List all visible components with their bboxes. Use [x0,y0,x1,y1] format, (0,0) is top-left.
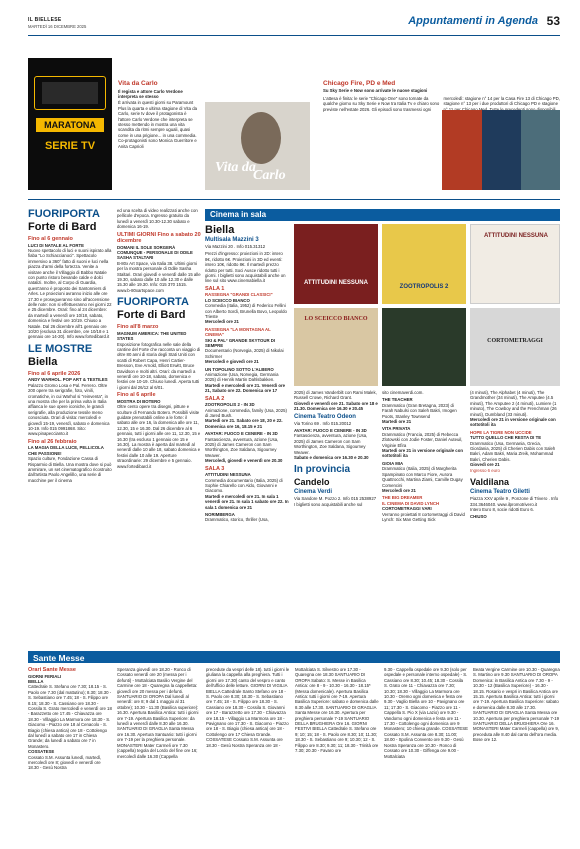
poster-title: CORTOMETRAGGI [487,338,543,344]
event-body: Esposizione fotografica nelle sale della cantine del Forte che racconta un viaggio di oltre 80 anni di storia degli Stati Uniti con scatti di Robert Capa, Henri Cartier-Bresson, Eve Arnold, Elliott Erwitt, Bruce Davidson e molti altri. Orari: da martedì a venerdì ore 10-18, sabato, domenica e festivi ore 10-19. Chiuso lunedì. Aperta tutti i giorni dal 26/12 al 6/01. [117,341,201,390]
rassegna-label: RASSEGNA "GRANDI CLASSICI" [205,292,273,298]
chicago-med-panel [521,110,560,190]
issue-date: MARTEDÌ 16 DICEMBRE 2025 [28,24,87,29]
film-info: Verranno proiettati 8 cortometraggi di David Lynch: Six Man Getting Sick [382,511,465,522]
column-cinema-biella [205,224,289,648]
provincia-city: Candelo [294,477,330,488]
film-time: Mercoledì ore 21 [382,487,416,493]
chicago-subtitle: Su Sky Serie e Now sono arrivate le nuove stagioni [323,87,428,93]
chicago-fire-panel [442,110,482,190]
tv-screen-graphic [42,82,98,104]
film-title: AVATAR: FUOCO E CENERE - IN 3D [205,431,278,437]
film-subtitle-2: CORTOMETRAGGI VARI [382,506,432,512]
poster-title: Vita da [215,160,256,175]
poster-big-dreamer [382,308,466,386]
event-body: Oltre cento opere tra disegni, pitture e sculture di Fernando Botero. Possibili visite guidate prenotabili online a le forte: il sabato alle ore 16, la domenica alle ore 11, 12.30, 15 e 16.30. Dal 26 dicembre al 6 gennaio, tutti i giorni alle ore 11, 12.30, 15 e 16.30 (tra escluso 1 gennaio ore 15 e 16.30). La mostra è aperta dal martedì al venerdì dalle 10 alle 18, sabato domenica e festivi dalle 10 alle 19. Aperture straordinarie: 29 dicembre e 5 gennaio. www.fortedibard.it [117,404,201,469]
film-time: Mercoledì e giovedì ore 21 [205,359,259,365]
vita-body: È arrivata in questi giorni su Paramount Plus la quarta e ultima stagione di Vita da Carlo, serie tv dove il protagonista è l'attore Carlo Verdone che interpreta se stesso mettendo in mostra una vita scandita da ritmi sempre uguali, quasi come in una prigione... in una commedia. Co-protagonisti sono Monica Guerritore e Anita Caprioli [118,100,197,149]
continued-text: (4 minuti), The Alphabet (4 minuti), The Grandmother (34 minuti), The Amputee (4.5 minuti), The Amputee 2 (4 minuti), Lumiere (1 minuto), The Cowboy and the Frenchman (26 minuti), Dumbland (33 minuti). [470,390,557,417]
film-info: Drammatico (Usa, Germania, Grecia, Giordania, 2025) di Cherien Dabis con Saleh Bakri, Adam Bakri, Maria Zreik, Mohammad Bakri, Cherien Dabis. [470,440,556,462]
film-subtitle: IL CINEMA DI DAVID LYNCH [382,500,440,506]
film-time: Giovedì ore 21 [470,462,500,468]
film-time: Mercoledì ore 21 in versione originale con sottotitoli ita [470,417,556,428]
vita-title: Vita da Carlo [118,80,158,87]
event-body: B-80x Art Space, via Italia 38. Ultimi giorni per la mostra personale di Odile Sasha Staltari. Orari giovedì e venerdì dalle 15 alle 19.30, sabato dalle 10 alle 12.30 e dalle 15.30 alle 19.30. Info: 015 370 1515. www.b-80xartspace.com [117,260,201,293]
price-note: Intero Euro 8, socie ridotti Euro 6. [470,506,535,512]
provincia-heading: In provincia [294,464,351,476]
cinema-venue: Cinema Teatro Giletti [470,489,530,496]
poster-cortometraggi [470,308,560,386]
poster-attitudini-right [470,224,560,304]
column-fuoriporta-mostre [28,208,112,648]
film-info: Drammatico (Francia, 2025) di Rebecca Zlotowski con Jodie Foster, Daniel Auteuil, Virginie Efira [382,431,463,448]
film-time: Sabato e domenica ore 16.30 e 20.30 [294,455,369,461]
event-date: Fino al 6 aprile [117,392,156,399]
film-title: LO SCEICCO BIANCO [205,297,250,303]
continued-text: ed una scelta di video realizzati anche con pellicole d'epoca. Ingresso gratuito da lunedì a venerdì 10.30-12.30 sabato e domenica 16-19. [117,208,198,230]
forte-bard-heading: Forte di Bard [117,309,186,322]
poster-zootropolis [382,224,466,304]
film-time: Mercoledì, giovedì e venerdì ore 20.30 [205,458,283,464]
film-time: Mercoledì ore 21 [205,319,239,325]
rassegna-label: RASSEGNA "LA MONTAGNA AL CINEMA" [205,326,271,338]
continued-text: 2025) di James Vanderbilt con Rami Malek, Russell Crowe, Richard Grant. [294,390,377,401]
cinema-venue: Cinema Teatro Odeon [294,413,356,420]
messe-column-4: Mottalciata S. Silvestro ore 17.30 - Quaregna ore 18.30 SANTUARIO DI OROPA Sabato: S. Messe in Basilica Antica: ore 8 - 9 - 10.30 - 16.30 - 18.15* (Messa domenicale). Apertura Basilica Antica: tutti i giorni ore 7-19. Apertura Basilica Superiore: sabato e domenica dalle 8.30 alle 17.30. SANTUARIO DI GRAGLIA Santa Messe ore 16.30. Apertura per preghiera personale 7-19 SANTUARIO DELLA BRUGHIERA Ore 16. GIORNI FESTIVI BIELLA Cattedrale S. Stefano ore 9; 10; 15; 18 - S. Paolo ore 8.30; 10; 11.30; 18.30 - S. Sebastiano ore 9; 10.30; 12 - S. Filippo ore 8.30; 9.30; 11; 18.30 - Trinità ore 7.30; 20.30 - Favaro ore [295,667,379,754]
film-info: Drammatico (Gran Bretagna, 2023) di Farah Nabulsi con Saleh Bakri, Imogen Poots, Stanley Townsend [382,402,457,419]
page-header [28,8,560,36]
mostra-2-date: Fino al 26 febbraio [28,438,77,445]
film-title: VITA PRIVATA [382,426,411,432]
mostre-city: Biella [28,355,58,368]
page-number: 53 [546,14,560,28]
poster-title: ZOOTROPOLIS 2 [399,284,449,290]
film-title: AVATAR: FUOCO E CENERE - IN 3D [294,428,367,434]
film-label: HOPE LA TIGRE NON UCCIDE [470,429,532,435]
event-date: Fino all'8 marzo [117,324,159,331]
mostra-1-body: Palazzo Gromo Losa e Pal. Ferrero. Oltre 200 opere tra serigrafie, foto, vinili, cromatiche, in cui Warhol si "reinventa", in una mostra che per la prima volta in Italia affianca le sue opere iconiche, le grandi serigrafie, alla produzione tessile meno conosciuta. Orari di visita: mercoledì e giovedì 15-19, venerdì, sabato e domenica 10-19. Info 015 0991868. Sito: www.pinapeccianto.it [28,382,110,437]
vita-da-carlo-article [118,80,200,192]
cinema-venue: Multisala Mazzini 3 [205,237,259,243]
film-info: Animazione, commedia, family (Usa, 2025) di Jared Bush. [205,407,287,418]
mostra-1-date: Fino al 6 aprile 2026 [28,370,81,377]
cinema-city: Biella [205,224,235,236]
film-title: UN TOPOLINO SOTTO L'ALBERO [205,366,274,372]
film-note: Ingresso 6 euro [470,467,500,473]
film-time: Martedì e mercoledì ore 21. Venerdì ore 21, Sabato ore 22. Domenica ore 17 [205,382,286,394]
vita-da-carlo-poster [205,102,310,190]
ticket-note: I biglietti sono acquistabili anche sul [294,501,363,507]
film-info: Commedia documentario (Italia, 2025) di Sophie Chiarello con Aldo, Giovanni e Giacomo. [205,477,283,494]
messe-column-3: precedute da vespri delle 18). tutti i giorni le giuliana la cappella alla preghiera. Tutti i giorni ore 17.30) canto del vespro e canto dell'ufficio delle letture. GIORNI DI VIGILIA BIELLA Cattedrale Santo Stefano ore 18 - S. Paolo ore 8.30; 18.30 - S. Sebastiano ore 7.45; 18 - S. Filippo ore 18.30 - S. Cassiano ore 18.30 - Cossila S. Giovanni ore 17 - Barazzetto ore 17.30 - Chiavazza ore 18.15 - Villaggio La Marmora ore 18 - Pavignano ore 17.30 - S. Giacomo - Piazzo ore 18 - S. Biagio (chiesa antica) ore 18 - Cottolengo ore 17 Chiesa Grande. COSSATESE Cossato S.M. Assunta ore 18.30 - Gesù Nostra Speranza ore 18 - [206,667,290,748]
chicago-title: Chicago Fire, PD e Med [323,80,396,87]
fuoriporta-heading: FUORIPORTA [117,296,189,309]
poster-title: ATTITUDINI NESSUNA [484,233,548,239]
film-time: Martedì ore 21. Sabato ore 18, 20 e 22. Domenica ore 16, 18.15 e 21 [205,418,283,429]
film-time: Martedì ore 21 in versione originale con sottotitoli ita [382,448,463,459]
messe-area: COSSATESE [28,749,55,755]
forte-bard-heading: Forte di Bard [28,221,97,233]
poster-title-2: Carlo [253,168,286,183]
event-title: DOMANI IL SOLE SORGERÀ COMUNQUE - PERSONALE DI ODILE SASHA STALTARI [117,244,193,261]
column-mostre-fuoriporta-2 [117,208,201,648]
film-info: Drammatico, storico, thriller (Usa, [205,517,269,523]
film-title: THE BIG DREAMER [382,495,423,501]
publication-name: IL BIELLESE [28,17,62,23]
actor-portrait [241,112,281,164]
mostra-2-title: LA MAGIA DELLA LUCE, PELLICOLA CHE PASSIONE! [28,445,104,456]
messe-city: BIELLA [28,678,44,684]
divider [28,199,560,200]
column-cinema-valdilana [470,390,560,648]
column-cinema-verdi [382,390,466,648]
messe-body: Cossato S.M. Assunta lunedì, martedì, mercoledì ore 8; giovedì e venerdì ore 18.30 - Gesù Nostra [28,754,102,771]
cinema-section-bar [205,209,560,221]
maratona-serie-tv-poster [28,58,112,190]
cinema-intro: Prezzi d'ingresso: proiezioni in 2D: intero 8€, ridotto 6€. Proiezioni in 3D ed eventi: intero 10€, ridotto 8€. Il martedì prezzo ridotto per tutti. Soci Ausce ridotto tutti i giorni. I biglietti sono acquistabili anche on line sul sito www.cinemabiella.it [205,251,286,284]
cinema-address: Via Sandore M. Pozzo 2. Info 015 2538927 [294,496,377,502]
messe-column-5: 9.30 - Cappella ospedale ore 9.30 (solo per ospedale e personale interno ospedale) - S. Cassiano ore 8.30; 10.45; 18.30 - Cossila S. Grato ore 11 - Chiavazza ore 7.30; 10.30; 18.30 - Villaggio La Marmora ore 10.30 - Oremo ogni domenica e festa ore 9.30 - Vaglio Biella ore 10 - Pavignano ore 11; 17.30 - S. Giacomo - Piazzo ore 11 - Cappella S. Pio X (via Lazio) ore 9.30 - Vandorno ogni domenica e festa ore 11 - 17.30 - Cottolengo ogni domenica ore 9 Monastero; 10 chiesa grande. COSSATESE Cossato S.M. Assunta ore 8.30; 11.00; 18.00 - Spolina Convento ore 9.30 - Gesù Nostra Speranza ore 10.30 - Ronco di Cossato ore 10.30 - Giffenga ore 9.00 - Mottalciata [384,667,468,759]
film-time: Martedì e mercoledì ore 21. In sala 1 venerdì ore 21. In sala 1 sabato ore 22. In sala 1 domenica ore 21 [205,493,289,510]
poster-title: LO SCEICCO BIANCO [304,316,368,322]
sala-label: SALA 1 [205,285,225,292]
mostra-2-body: Spazio culture, Fondazione Cassa di Risparmio di Biella. Una mostra dove si può ammirare, un set cinematografico ricostruito dall'artista Paolo Angelillo, una serie di macchine per il cinema [28,456,112,483]
cinema-address: Via Torino 69 . Info 015.20012 [294,420,352,426]
cinema-section-label: Cinema in sala [210,210,267,219]
cinema-address: Piazza XXV aprile 9 , Ponzone di Trivero . Info 334.3646040. www.ilpromotrivero.it [470,496,559,507]
film-time: Martedì ore 21 [382,419,412,425]
mostre-heading: LE MOSTRE [28,342,93,355]
chicago-body: L'attesa è finita: le serie "Chicago One" sono tornate da qualche giorno su Sky Serie e Now tra Italia Tv e chiaro sono previste nell'estate 2026. Gli episodi sono trasmessi ogni mercoledì: stagione n° 14 per la Casa Fire 13 di Chicago PD, stagione n° 13 per i due produttori di Chicago PD e stagione [323,96,560,112]
film-info: Commedia (Italia, 1952) di Federico Fellini con Alberto Sordi, Brunella Bovo, Leopoldo Trieste [205,303,287,319]
event-title: MOSTRA DI BOTERO [117,398,161,404]
event-date: Fino al 6 gennaio [28,236,73,242]
film-info: Animazione (Usa, Norvegia, Germania 2025) di Henrik Martin Dahlsbakken. [205,372,279,383]
messe-subheading: GIORNI FERIALI [28,673,62,679]
sante-messe-label: Sante Messe [33,652,85,663]
cinema-venue: Cinema Verdi [294,489,333,496]
poster-attitudini-nessuna [294,224,378,304]
sala-label: SALA 2 [205,395,225,402]
film-info: Fantascienza, avventura, azione (Usa, 2025) di James Cameron con Sam Worthington, Zoe Saldana, Sigourney Weaver. [294,433,368,455]
messe-column-6: Beata Vergine Carmine ore 10.30 - Quaregna S. Martino ore 9.30 SANTUARIO DI OROPA Domenica: in Basilica Antica ore 7.30 - 9 - 10.30 - 12 (Basilica Superiore) - 16.30 - 18.15. Rosario e vespri in Basilica Antica ore 15.15. Apertura Basilica Antica: tutti i giorni ore 7-19. Apertura Basilica Superiore: sabato e domenica dalle 8.30 alle 17.30. SANTUARIO DI GRAGLIA Santa Messa ore 10.30. Apertura per preghiera personale 7-19 SANTUARIO DELLA BRUGHIERA Ore 16. MONASTERI Mater Carmeli (cappella) ore 9, preceduta alle 8.40 dal canto dell'ora media. Bose ore 12. [473,667,560,743]
sante-messe-bar [28,651,560,663]
poster-line-2: SERIE TV [44,140,96,152]
film-info: Documentario (Norvegia, 2025) di Nikolai Schirmer [205,348,284,359]
continued-text: sito cinemaverdi.com. [382,390,424,395]
film-title: TUTTO QUELLO CHE RESTA DI TE [470,435,542,441]
valdilana-city: Valdilana [470,477,510,488]
messe-column-1 [28,667,112,843]
film-title: GIOIA MIA [382,460,404,466]
film-info: Fantascienza, avventura, azione (Usa, 2025) di James Cameron con Sam Worthington, Zoe Saldana, Sigourney Weaver. [205,436,279,458]
film-title: NORIMBERGA [205,511,235,517]
film-time: Giovedì e venerdì ore 21. Sabato ore 18 e 21.30. Domenica ore 16.30 e 20.45 [294,400,378,412]
film-title: SKI & PAL° GRANDE SKYTOUR DI SEMPRE [205,337,276,348]
event-title: LUCI DI NATALE AL FORTE [28,242,84,248]
film-title: ZOOTROPOLIS 2 - IN 3D [205,402,255,408]
cinema-address: Via Mazzini 20 . Info 015.31312 [205,244,266,249]
poster-line-1: MARATONA [36,118,104,132]
poster-lo-sceicco [294,308,378,386]
event-date: ULTIMI GIORNI Fino a sabato 20 dicembre [117,231,201,245]
chicago-pd-panel [482,110,521,190]
event-body: Nuovo spettacolo di luci e suoni ispirato alla fiaba "Lo Schiaccianoci". Spettacolo immersivo a 360° fatto di suoni e luci nella piazza d'armi della fortezza. Venite a visitare anche il Villaggio di Babbo Natale con punto ristoro bevande calde e dolci natalizi. Inoltre, al Corpo di Guardia, quest'anno è proposto dei Santonniers di Arles. Le proiezioni avranno inizio alle ore 17.30 e prosegueranno sino all'accensione delle note: non si effettueranno nei giorni 22 e 25 dicembre. Orari: fino al 24 dicembre: da martedì a venerdì ore 10/18, sabato, domenica e festivi ore 10/19. Chiuso a Natale. Dal 26 dicembre all'1 gennaio ore 10/20 (esclusa 31 dicembre, ore 10/18 e 1 gennaio ore 14-20). Info www.fortedibard.it [28,247,112,340]
film-info: Drammatico (Italia, 2025) di Margherita Spampinato con Marco Fiore, Aurora Quattrocchi, Martina Ziami, Camille Dugay Comencini [382,466,463,488]
sala-label: SALA 3 [205,465,225,472]
column-cinema-odeon [294,390,378,648]
event-title: MAGNUM AMERICA: THE UNITED STATES [117,330,187,342]
messe-body: Cattedrale S. Stefano ore 7.30; 18.15 - S. Paolo ore 7.30 (dal mattutino); 8.30; 18.30 - S. Sebastiano ore 7.45; 18 - S. Filippo ore 8.15; 18.30 - S. Cassiano ore 18.30 - Cossila S. Grato mercoledì e venerdì ore 18 - Barazzetto ore 17.45 - Chiavazza ore 18.30 - Villaggio La Marmora ore 18.30 - S. Giacomo - Piazzo ore 18 al Cenacolo - S. Biagio (chiesa antica) ore 18 - Cottolengo dal lunedì a sabato ore 17 in Chiesa Grande; da lunedì a sabato ore 7 in Monastero. [28,684,112,749]
messe-column-2: Speranza giovedì ore 18.20 - Ronco di Cossato venerdì ore 20 (messa per i defunti) - Mottalciata Basilio Vergine del Carmine ore 18 - Quaregna la cappelletta: giovedì ore 20 messa per i defunti. SANTUARIO DI OROPA Dal lunedì al venerdì: ore 8; 9 dal 1 maggio al 31 ottobre); 10.30 - 11.30 (Basilica superiore): 16.30. Apertura Basilica Antica: tutti i giorni ore 7-19. Apertura Basilica Superiore: da lunedì a venerdì dalle 8.30 alle 16.30. SANTUARIO DI GRAGLIA Santa Messa ore 16.30. Apertura Santuario: tutti i giorni ore 7-19 per la preghiera personale. MONASTERI Mater Carmeli ore 7.30 (cappella) tegola del Lordo del fine ore 16; mercoledì dalle 16.30 (Cappella [117,667,199,759]
poster-title: ATTITUDINI NESSUNA [304,280,368,286]
section-title: Appuntamenti in Agenda [408,15,538,27]
mostra-1-title: ANDY WARHOL. POP ART & TEXTILES [28,377,108,383]
closed-label: CHIUSO [470,514,487,520]
vita-subtitle: Il regista e attore Carlo Verdone interpreta se stesso [118,88,183,99]
chicago-poster [442,110,560,190]
fuoriporta-heading: FUORIPORTA [28,208,100,220]
messe-heading: Orari Sante Messe [28,667,76,673]
film-title: THE TEACHER [382,397,413,403]
film-title: ATTITUDINI NESSUNA [205,472,251,478]
